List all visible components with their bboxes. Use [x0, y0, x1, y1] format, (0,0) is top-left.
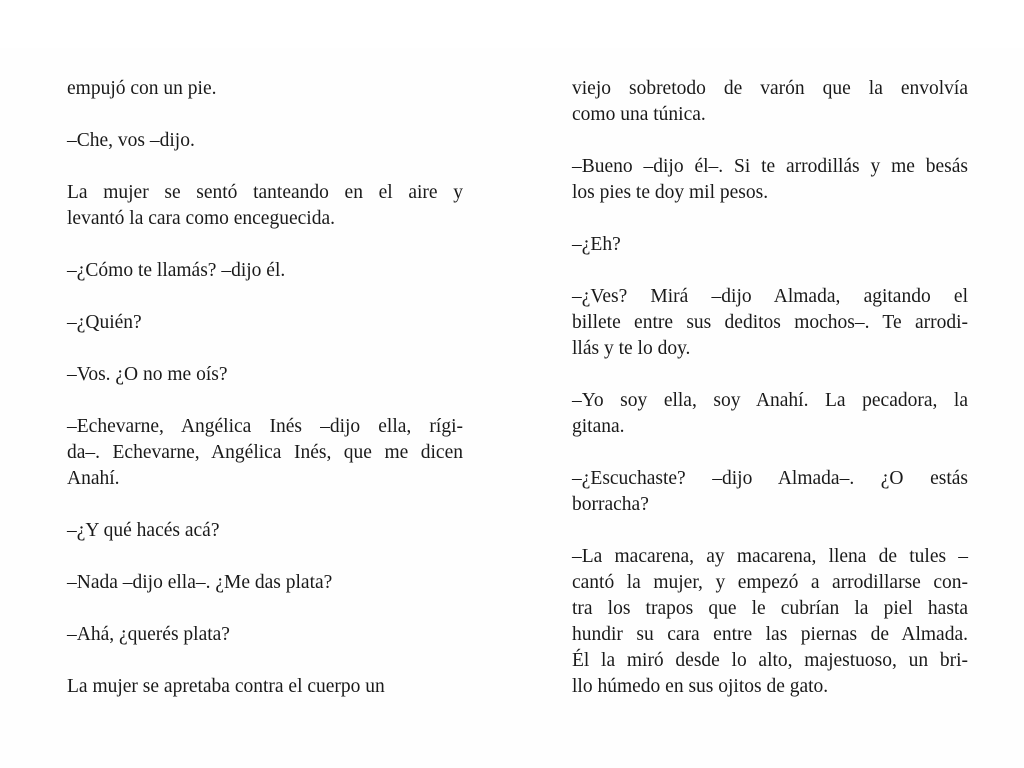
text-line: –¿Quién? — [67, 312, 142, 333]
text-line: llo húmedo en sus ojitos de gato. — [572, 676, 829, 697]
paragraph — [67, 180, 463, 232]
paragraph — [572, 284, 968, 362]
text-line: –Nada –dijo ella–. ¿Me das plata? — [67, 572, 333, 593]
text-line: gitana. — [572, 416, 625, 437]
text-line: –Echevarne, Angélica Inés –dijo ella, rígi- — [67, 416, 463, 437]
text-line: billete entre sus deditos mochos–. Te arrodi- — [572, 312, 968, 333]
left-text-column — [67, 76, 463, 726]
paragraph — [572, 76, 968, 128]
text-line: hundir su cara entre las piernas de Almada. — [572, 624, 968, 645]
text-line: –Bueno –dijo él–. Si te arrodillás y me besás — [572, 156, 968, 177]
paragraph — [67, 622, 463, 648]
paragraph — [67, 414, 463, 492]
text-line: empujó con un pie. — [67, 78, 217, 99]
paragraph — [67, 310, 463, 336]
right-text-column — [572, 76, 968, 726]
text-line: La mujer se sentó tanteando en el aire y — [67, 182, 463, 203]
paragraph — [572, 388, 968, 440]
text-line: –¿Eh? — [572, 234, 621, 255]
text-line: como una túnica. — [572, 104, 706, 125]
paragraph — [67, 674, 463, 700]
text-line: La mujer se apretaba contra el cuerpo un — [67, 676, 385, 697]
text-line: Anahí. — [67, 468, 120, 489]
text-line: –Ahá, ¿querés plata? — [67, 624, 230, 645]
text-line: Él la miró desde lo alto, majestuoso, un bri- — [572, 650, 968, 671]
text-line: los pies te doy mil pesos. — [572, 182, 769, 203]
text-line: –¿Ves? Mirá –dijo Almada, agitando el — [572, 286, 968, 307]
text-line: tra los trapos que le cubrían la piel hasta — [572, 598, 968, 619]
text-line: llás y te lo doy. — [572, 338, 691, 359]
text-line: levantó la cara como enceguecida. — [67, 208, 335, 229]
text-line: –Che, vos –dijo. — [67, 130, 195, 151]
text-line: –Vos. ¿O no me oís? — [67, 364, 228, 385]
paragraph — [67, 128, 463, 154]
top-margin-band — [0, 0, 1024, 48]
text-line: –La macarena, ay macarena, llena de tules – — [572, 546, 968, 567]
paragraph — [572, 232, 968, 258]
paragraph — [572, 544, 968, 700]
paragraph — [572, 466, 968, 518]
text-line: da–. Echevarne, Angélica Inés, que me dicen — [67, 442, 463, 463]
paragraph — [572, 154, 968, 206]
text-line: viejo sobretodo de varón que la envolvía — [572, 78, 968, 99]
text-line: borracha? — [572, 494, 649, 515]
text-line: –¿Escuchaste? –dijo Almada–. ¿O estás — [572, 468, 968, 489]
text-line: –¿Cómo te llamás? –dijo él. — [67, 260, 286, 281]
paragraph — [67, 258, 463, 284]
text-line: –¿Y qué hacés acá? — [67, 520, 220, 541]
paragraph — [67, 362, 463, 388]
paragraph — [67, 518, 463, 544]
paragraph — [67, 570, 463, 596]
text-line: –Yo soy ella, soy Anahí. La pecadora, la — [572, 390, 968, 411]
text-line: cantó la mujer, y empezó a arrodillarse con- — [572, 572, 968, 593]
paragraph — [67, 76, 463, 102]
